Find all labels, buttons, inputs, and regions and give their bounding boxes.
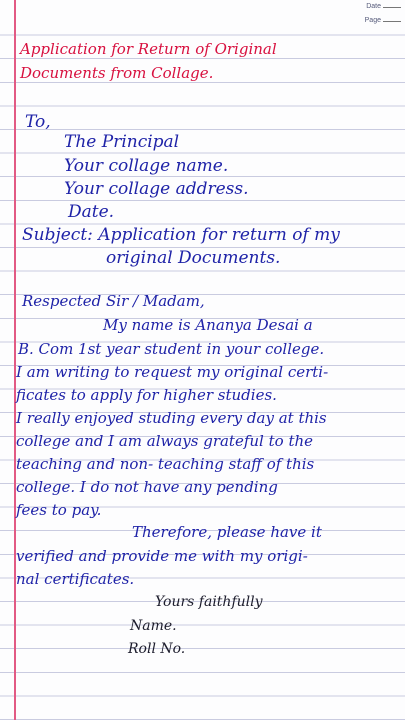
body-line: college. I do not have any pending	[16, 478, 278, 496]
name-line: Name.	[130, 618, 177, 634]
subject-line-2: original Documents.	[106, 248, 281, 268]
body-line: Therefore, please have it	[132, 523, 322, 541]
college-name-line: Your collage name.	[64, 156, 229, 176]
body-line: fees to pay.	[16, 501, 102, 519]
sign-off: Yours faithfully	[155, 594, 263, 610]
body-line: B. Com 1st year student in your college.	[18, 340, 325, 358]
body-line: teaching and non- teaching staff of this	[16, 455, 315, 473]
body-line: ficates to apply for higher studies.	[16, 386, 277, 404]
college-address-line: Your collage address.	[64, 179, 249, 199]
title-line-1: Application for Return of Original	[20, 40, 277, 58]
subject-line-1: Subject: Application for return of my	[22, 225, 340, 245]
body-line: nal certificates.	[16, 570, 135, 588]
page-label: Page	[364, 17, 381, 24]
title-line-2: Documents from Collage.	[20, 64, 214, 82]
to-line: To,	[25, 112, 51, 132]
body-line: My name is Ananya Desai a	[103, 316, 313, 334]
date-label: Date	[366, 3, 381, 10]
salutation: Respected Sir / Madam,	[22, 292, 205, 310]
body-line: verified and provide me with my origi-	[16, 547, 308, 565]
page-field	[365, 17, 401, 24]
date-line: Date.	[68, 202, 115, 222]
margin-line	[14, 0, 16, 720]
date-field	[366, 3, 401, 10]
roll-no-line: Roll No.	[128, 641, 186, 657]
body-line: I really enjoyed studing every day at this	[16, 409, 327, 427]
recipient-line: The Principal	[64, 132, 180, 152]
body-line: I am writing to request my original certi-	[16, 363, 329, 381]
body-line: college and I am always grateful to the	[16, 432, 314, 450]
